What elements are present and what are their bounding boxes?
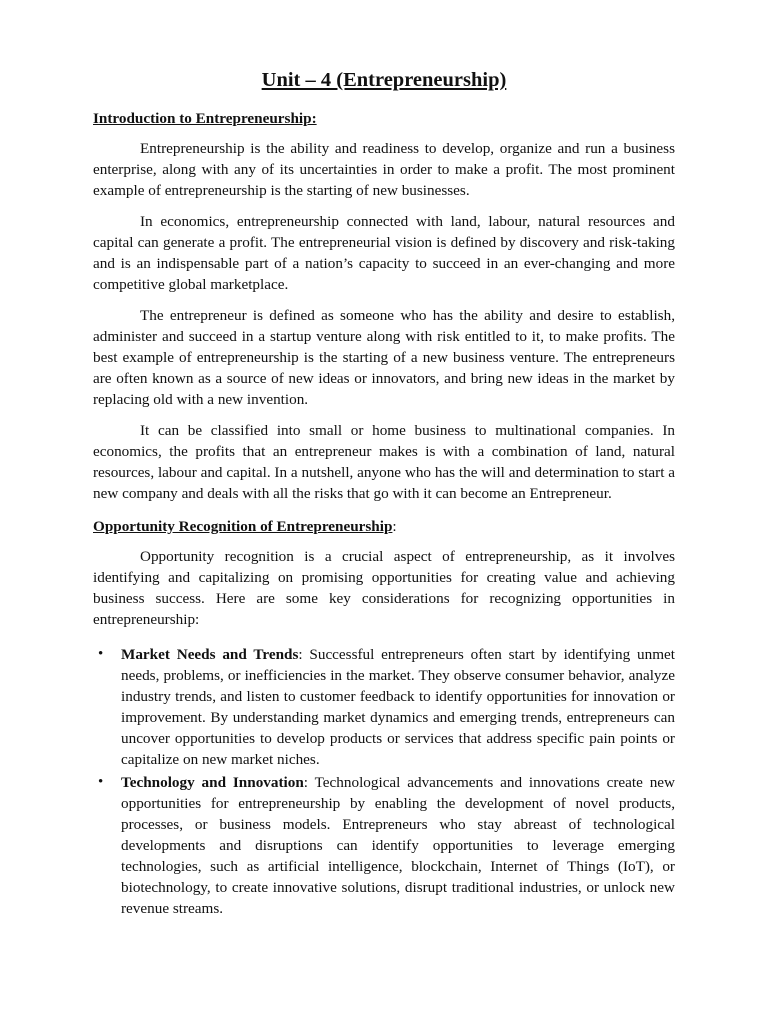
list-item xyxy=(93,644,675,770)
section-heading-opportunity xyxy=(93,516,675,537)
section-heading-introduction xyxy=(93,108,675,129)
opportunity-bullet-list xyxy=(93,644,675,919)
bullet-term: Market Needs and Trends xyxy=(121,646,299,663)
bullet-icon: • xyxy=(98,646,104,662)
paragraph-intro-4: It can be classified into small or home business to multinational companies. In economics, the profits that an entrepreneur makes is with a combination of land, natural resources, labour and capital. In a nutshell, anyone who has the will and determination to start a new company and deals with all the risks that go with it can become an Entrepreneur. xyxy=(93,422,675,502)
bullet-icon: • xyxy=(98,774,104,790)
section-heading-opportunity-text: Opportunity Recognition of Entrepreneurship xyxy=(93,518,393,535)
page-title: Unit – 4 (Entrepreneurship) xyxy=(261,69,507,91)
bullet-text: : Technological advancements and innovations create new opportunities for entrepreneurship by enabling the development of novel products, processes, or business models. Entrepreneurs who stay abreast of technological developments and disruptions can identify opportunities to leverage emerging technologies, such as artificial intelligence, blockchain, Internet of Things (IoT), or biotechnology, to create innovative solutions, disrupt traditional industries, or unlock new revenue streams. xyxy=(121,774,676,917)
paragraph-opportunity-intro: Opportunity recognition is a crucial aspect of entrepreneurship, as it involves identifying and capitalizing on promising opportunities for creating value and achieving business success. Here are some key considerations for recognizing opportunities in entrepreneurship: xyxy=(93,548,675,628)
document-page xyxy=(93,66,675,921)
paragraph-intro-3: The entrepreneur is defined as someone who has the ability and desire to establish, administer and succeed in a startup venture along with risk entitled to it, to make profits. The best example of entrepreneurship is the starting of a new business venture. The entrepreneurs are often known as a source of new ideas or innovators, and bring new ideas in the market by replacing old with a new invention. xyxy=(93,307,675,408)
paragraph-intro-2: In economics, entrepreneurship connected with land, labour, natural resources and capital can generate a profit. The entrepreneurial vision is defined by discovery and risk-taking and is an indispensable part of a nation’s capacity to succeed in an ever-changing and more competitive global marketplace. xyxy=(93,213,675,293)
bullet-term: Technology and Innovation xyxy=(121,774,304,791)
paragraph-intro-1: Entrepreneurship is the ability and readiness to develop, organize and run a business enterprise, along with any of its uncertainties in order to make a profit. The most prominent example of entrepreneurship is the starting of new businesses. xyxy=(93,140,675,199)
section-heading-opportunity-colon: : xyxy=(392,518,397,535)
list-item xyxy=(93,772,675,919)
section-heading-introduction-text: Introduction to Entrepreneurship: xyxy=(93,110,317,127)
bullet-text: : Successful entrepreneurs often start by identifying unmet needs, problems, or inefficiencies in the market. They observe consumer behavior, analyze industry trends, and listen to customer feedback to identify opportunities for innovation or improvement. By understanding market dynamics and emerging trends, entrepreneurs can uncover opportunities to develop products or services that address specific pain points or capitalize on new market niches. xyxy=(121,646,675,768)
